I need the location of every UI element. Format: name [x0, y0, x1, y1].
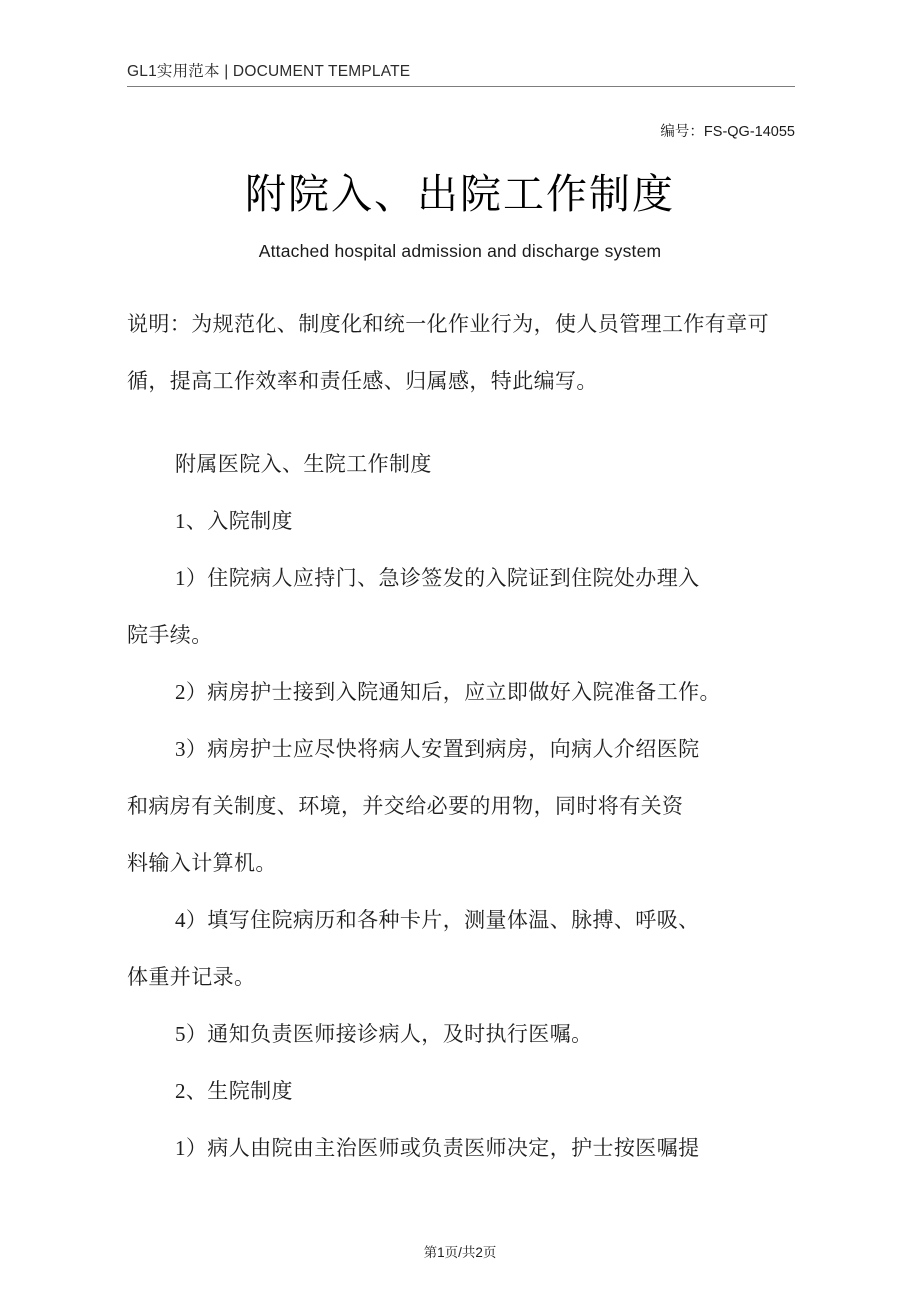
- list-item-3-line-2: 和病房有关制度、环境，并交给必要的用物，同时将有关资: [127, 794, 684, 818]
- document-body: [127, 296, 792, 1177]
- page-number-footer: 第1页/共2页: [423, 1245, 497, 1260]
- section-1-title: 1、入院制度: [175, 509, 293, 533]
- list-item-3-line-3: 料输入计算机。: [127, 851, 277, 875]
- list-item-1-line-2: 院手续。: [127, 623, 213, 647]
- list-item-5-line-1: 5）通知负责医师接诊病人，及时执行医嘱。: [175, 1022, 593, 1046]
- page-title: 附院入、出院工作制度: [245, 171, 675, 217]
- section-2-title: 2、生院制度: [175, 1079, 293, 1103]
- document-header: [127, 62, 795, 87]
- list-item-3-line-1: 3）病房护士应尽快将病人安置到病房，向病人介绍医院: [175, 737, 700, 761]
- body-heading: 附属医院入、生院工作制度: [175, 452, 432, 476]
- list-item-4-line-1: 4）填写住院病历和各种卡片，测量体温、脉搏、呼吸、: [175, 908, 700, 932]
- note-paragraph-line-2: 循，提高工作效率和责任感、归属感，特此编写。: [127, 369, 598, 393]
- list-item-1-line-1: 1）住院病人应持门、急诊签发的入院证到住院处办理入: [175, 566, 700, 590]
- page-subtitle: Attached hospital admission and discharge system: [258, 241, 662, 261]
- list-item-2-line-1: 2）病房护士接到入院通知后，应立即做好入院准备工作。: [175, 680, 721, 704]
- list-item-4-line-2: 体重并记录。: [127, 965, 256, 989]
- header-divider: [127, 86, 795, 87]
- note-paragraph-line-1: 说明：为规范化、制度化和统一化作业行为，使人员管理工作有章可: [127, 312, 769, 336]
- body-spacer: [127, 410, 792, 436]
- document-number: 编号：FS-QG-14055: [660, 124, 795, 140]
- list-item-6-line-1: 1）病人由院由主治医师或负责医师决定，护士按医嘱提: [175, 1136, 700, 1160]
- header-template-label: GL1实用范本 | DOCUMENT TEMPLATE: [127, 63, 411, 80]
